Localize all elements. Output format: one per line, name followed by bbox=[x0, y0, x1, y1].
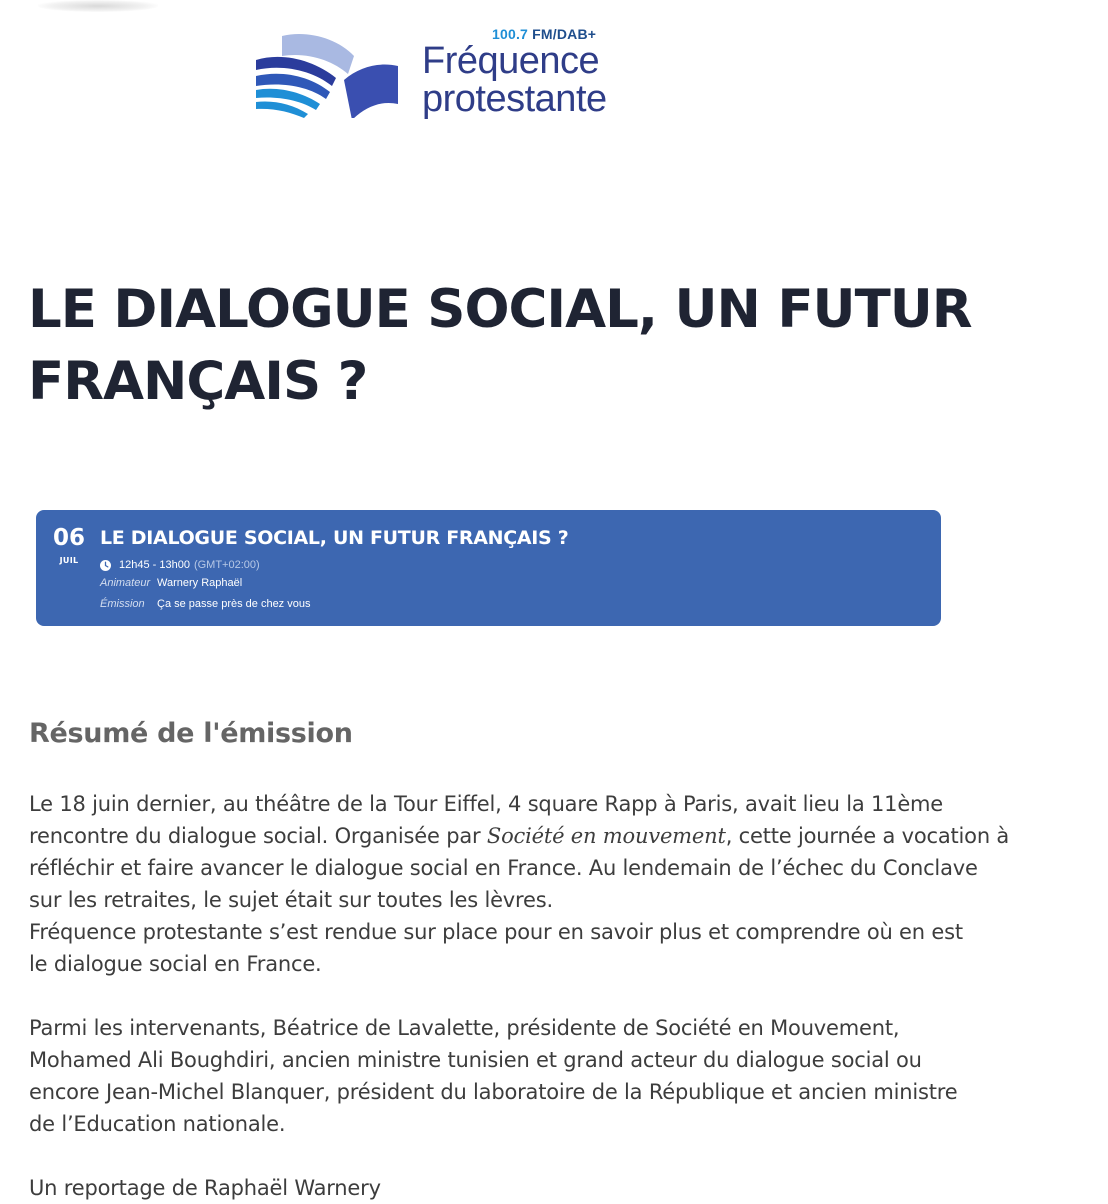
event-show-label: Émission bbox=[100, 598, 145, 610]
paragraph-gap bbox=[29, 980, 1029, 1012]
summary-text-segment: rencontre du dialogue social. Organisée par bbox=[29, 824, 487, 848]
event-show-row bbox=[100, 598, 310, 610]
summary-line bbox=[29, 820, 1029, 852]
logo-frequency-band: FM/DAB+ bbox=[532, 26, 597, 42]
event-month: JUIL bbox=[59, 556, 79, 565]
clock-icon bbox=[100, 560, 111, 571]
logo-name-line1: Fréquence bbox=[422, 40, 600, 82]
page-title-line1: LE DIALOGUE SOCIAL, UN FUTUR bbox=[28, 279, 972, 340]
summary-line: le dialogue social en France. bbox=[29, 952, 322, 976]
organization-name: Société en mouvement bbox=[486, 824, 726, 848]
summary-line: sur les retraites, le sujet était sur toutes les lèvres. bbox=[29, 888, 553, 912]
summary-body bbox=[29, 788, 1029, 1204]
summary-line: de l’Education nationale. bbox=[29, 1112, 286, 1136]
logo-name-line2: protestante bbox=[422, 78, 607, 120]
event-day: 06 bbox=[53, 525, 86, 551]
summary-line: encore Jean-Michel Blanquer, président du laboratoire de la République et ancien ministre bbox=[29, 1080, 958, 1104]
event-timezone: (GMT+02:00) bbox=[193, 559, 260, 571]
book-waves-logo-icon bbox=[252, 26, 402, 118]
corner-smudge bbox=[38, 0, 158, 12]
summary-line: Le 18 juin dernier, au théâtre de la Tour Eiffel, 4 square Rapp à Paris, avait lieu la 11ème bbox=[29, 792, 944, 816]
event-host-label: Animateur bbox=[100, 577, 151, 589]
event-host-row bbox=[100, 577, 242, 589]
summary-heading: Résumé de l'émission bbox=[29, 718, 353, 749]
summary-line: réfléchir et faire avancer le dialogue social en France. Au lendemain de l’échec du Conclave bbox=[29, 856, 978, 880]
event-show[interactable]: Ça se passe près de chez vous bbox=[157, 598, 311, 610]
event-time: 12h45 - 13h00 bbox=[119, 559, 190, 571]
page-title bbox=[28, 274, 1028, 418]
paragraph-gap bbox=[29, 1140, 1029, 1172]
event-time-row bbox=[100, 558, 260, 572]
site-logo[interactable] bbox=[252, 22, 632, 122]
page-title-line2: FRANÇAIS ? bbox=[28, 351, 368, 412]
summary-line: Parmi les intervenants, Béatrice de Lavalette, présidente de Société en Mouvement, bbox=[29, 1016, 900, 1040]
event-title[interactable]: LE DIALOGUE SOCIAL, UN FUTUR FRANÇAIS ? bbox=[100, 527, 569, 549]
summary-line: Un reportage de Raphaël Warnery bbox=[29, 1176, 381, 1200]
summary-text-segment: , cette journée a vocation à bbox=[725, 824, 1010, 848]
summary-line: Mohamed Ali Boughdiri, ancien ministre tunisien et grand acteur du dialogue social ou bbox=[29, 1048, 922, 1072]
logo-frequency-number: 100.7 bbox=[492, 26, 529, 42]
summary-line: Fréquence protestante s’est rendue sur place pour en savoir plus et comprendre où en est bbox=[29, 920, 963, 944]
event-card[interactable] bbox=[36, 510, 941, 626]
event-host[interactable]: Warnery Raphaël bbox=[157, 577, 243, 589]
